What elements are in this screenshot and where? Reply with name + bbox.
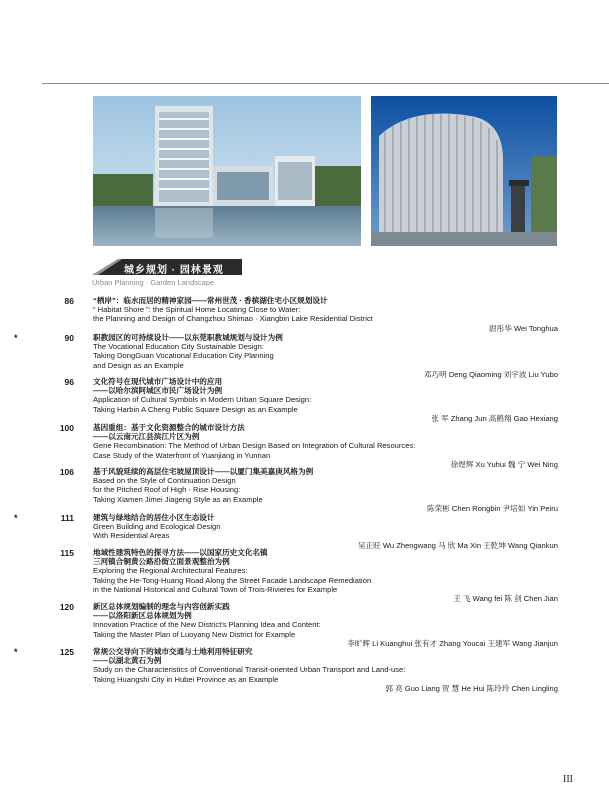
- entry-title: 常规公交导向下的城市交通与土地利用特征研究 ——以湖北黄石为例 Study on the Characteristics of Conventional Transit-oriented Urban Transport and Land-use: Taking Huangshi City in Hubei Province as an Example: [93, 647, 406, 684]
- entry-title: 建筑与绿地结合的居住小区生态设计 Green Building and Ecological Design With Residential Areas: [93, 513, 221, 541]
- entry-title: 基因重组：基于文化资源整合的城市设计方法 ——以云南元江县滨江片区为例 Gene Recombination: The Method of Urban Design Based on Integration of Cultural Resources: Case Study of the Waterfront of Yuanjiang in Yunnan: [93, 423, 416, 460]
- page-number: III: [563, 774, 573, 785]
- entry-authors: 李旷辉 Li Kuanghui 张有才 Zhang Youcai 王建军 Wang Jianjun: [347, 639, 558, 648]
- entry-page: 125: [59, 647, 74, 657]
- entry-page: 106: [59, 467, 74, 477]
- entry-title: 基于风貌延续的高层住宅坡屋顶设计——以厦门集美嘉庚风格为例 Based on the Style of Continuation Design for the Pitched Roof of High - Rise Housing: Taking Xiamen Jimei Jiageng Style as an Example: [93, 467, 314, 504]
- entry-page: 90: [64, 333, 74, 343]
- entry-authors: 尉彤华 Wei Tonghua: [489, 324, 558, 333]
- entry-authors: 吴正旺 Wu Zhengwang 马 欣 Ma Xin 王乾坤 Wang Qiankun: [357, 541, 558, 550]
- entry-page: 96: [64, 377, 74, 387]
- entry-star: *: [14, 647, 18, 657]
- entry-star: *: [14, 333, 18, 343]
- arched-building-photo: [371, 96, 557, 246]
- top-rule: [42, 83, 609, 84]
- entry-authors: 郭 亮 Guo Liang 贺 慧 He Hui 陈玲玲 Chen Lingling: [385, 684, 558, 693]
- entry-page: 111: [60, 513, 74, 523]
- entry-authors: 张 军 Zhang Jun 高鹤翔 Gao Hexiang: [431, 414, 558, 423]
- entry-authors: 王 飞 Wang fei 陈 剑 Chen Jian: [453, 594, 558, 603]
- entry-page: 86: [64, 296, 74, 306]
- section-subtitle: Urban Planning · Garden Landscape: [92, 278, 215, 287]
- entry-title: 地域性建筑特色的探寻方法——以国家历史文化名镇 三河镇合铜黄公路沿街立面景观整治为例 Exploring the Regional Architectural Features: Taking the He-Tong-Huang Road Along the Street Facade Landscape Remediation in the National Historical and Cultural Town of Trois-Rivieres for Example: [93, 548, 372, 594]
- entry-title: 职教园区的可持续设计——以东莞职教城规划与设计为例 The Vocational Education City Sustainable Design: Taking DongGuan Vocational Education City Planning and Design as an Example: [93, 333, 283, 370]
- entry-page: 120: [59, 602, 74, 612]
- entry-authors: 邓巧明 Deng Qiaoming 刘宇波 Liu Yubo: [423, 370, 558, 379]
- campus-photo: [93, 96, 361, 246]
- entry-title: “栖岸”：临水而居的精神家园——常州世茂 · 香槟湖住宅小区规划设计 “ Habitat Shore ”: the Spiritual Home Locating Close to Water: the Planning and Design of Changzhou Shimao · Xiangbin Lake Residential District: [93, 296, 373, 324]
- entry-title: 文化符号在现代城市广场设计中的应用 ——以哈尔滨阿城区市民广场设计为例 Application of Cultural Symbols in Modern Urban Square Design: Taking Harbin A Cheng Public Square Design as an Example: [93, 377, 312, 414]
- entry-title: 新区总体规划编制的理念与内容创新实践 ——以洛阳新区总体规划为例 Innovation Practice of the New District's Planning Idea and Content: Taking the Master Plan of Luoyang New District for Example: [93, 602, 321, 639]
- section-title: 城乡规划 · 园林景观: [124, 265, 224, 276]
- entry-page: 100: [59, 423, 74, 433]
- entry-authors: 陈荣彬 Chen Rongbin 尹培如 Yin Peiru: [427, 504, 558, 513]
- entry-star: *: [14, 513, 18, 523]
- entry-authors: 徐煜辉 Xu Yuhui 魏 宁 Wei Ning: [450, 460, 558, 469]
- entry-page: 115: [60, 548, 74, 558]
